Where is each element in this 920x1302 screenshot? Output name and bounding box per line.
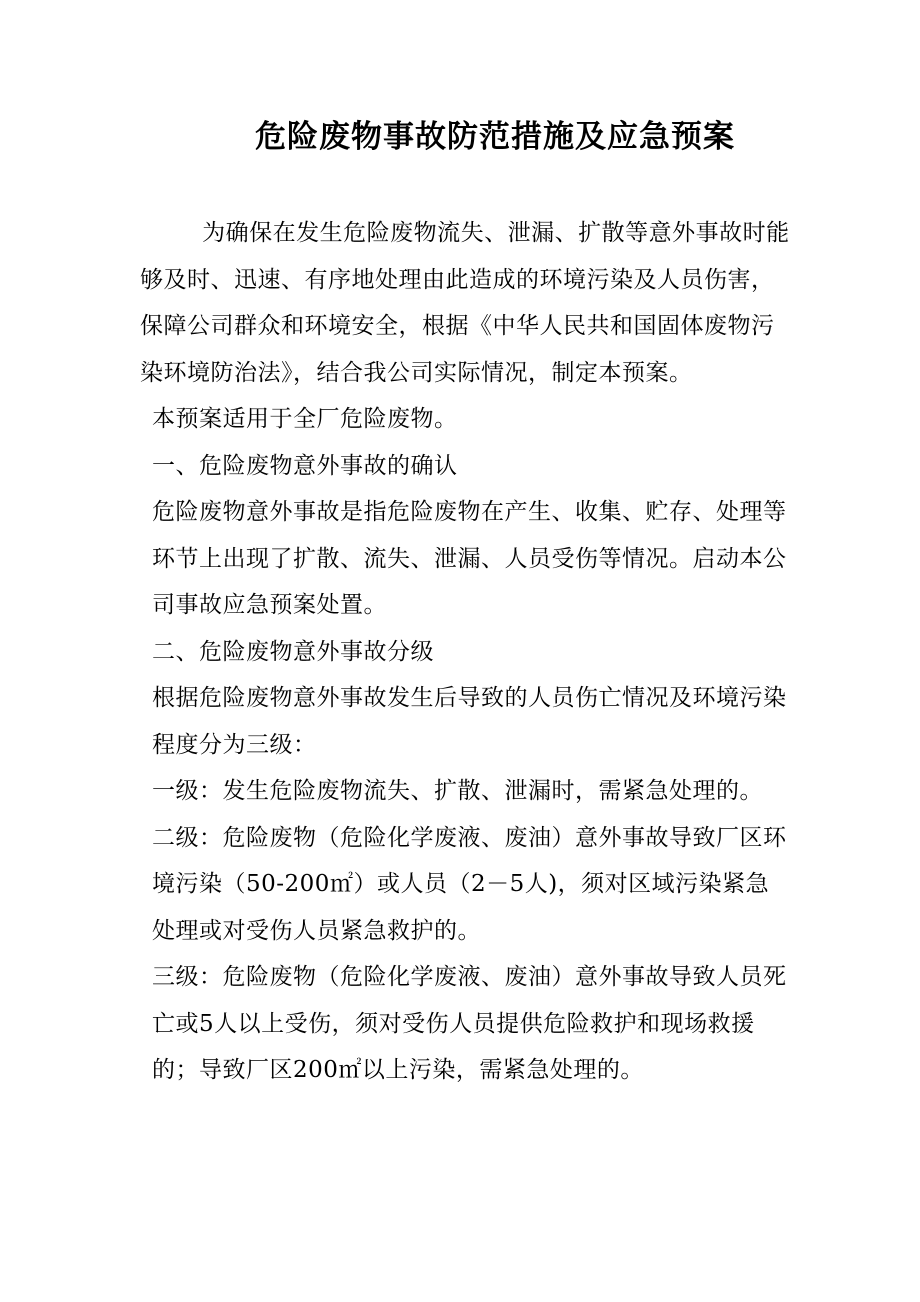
paragraph-intro: 为确保在发生危险废物流失、泄漏、扩散等意外事故时能够及时、迅速、有序地处理由此造成的环境污染及人员伤害，保障公司群众和环境安全，根据《中华人民共和国固体废物污染环境防治法》，结合我公司实际情况，制定本预案。 — [140, 220, 790, 386]
document-body — [140, 210, 790, 1094]
paragraph-scope: 本预案适用于全厂危险废物。 — [152, 406, 458, 432]
paragraph-classification: 根据危险废物意外事故发生后导致的人员伤亡情况及环境污染程度分为三级： — [152, 685, 787, 758]
paragraph-level-2: 二级：危险废物（危险化学废液、废油）意外事故导致厂区环境污染（50-200㎡）或人员（2－5人)，须对区域污染紧急处理或对受伤人员紧急救护的。 — [152, 824, 787, 944]
section-heading-2: 二、危险废物意外事故分级 — [152, 638, 434, 665]
paragraph-level-3: 三级：危险废物（危险化学废液、废油）意外事故导致人员死亡或5人以上受伤，须对受伤人员提供危险救护和现场救援的；导致厂区200㎡以上污染，需紧急处理的。 — [152, 964, 787, 1083]
section-heading-1: 一、危险废物意外事故的确认 — [152, 452, 458, 479]
document-title: 危险废物事故防范措施及应急预案 — [255, 119, 735, 155]
paragraph-definition: 危险废物意外事故是指危险废物在产生、收集、贮存、处理等环节上出现了扩散、流失、泄漏、人员受伤等情况。启动本公司事故应急预案处置。 — [152, 499, 787, 618]
paragraph-level-1: 一级：发生危险废物流失、扩散、泄漏时，需紧急处理的。 — [152, 778, 763, 804]
